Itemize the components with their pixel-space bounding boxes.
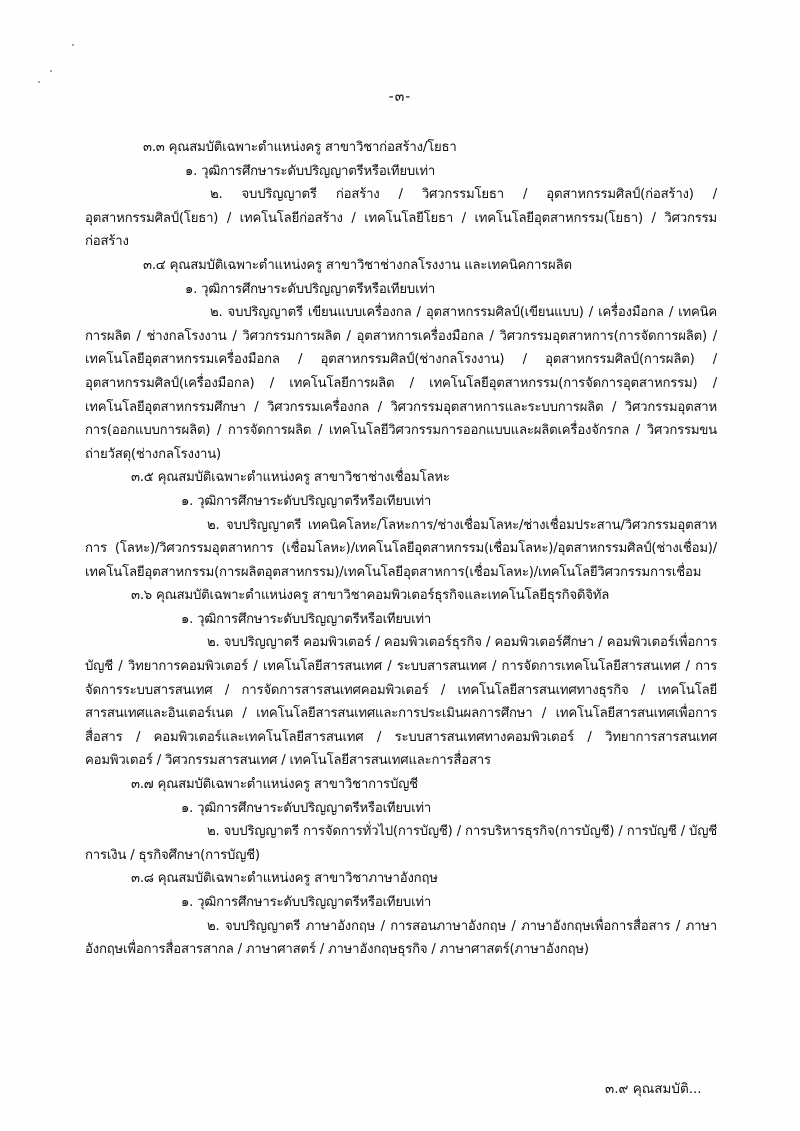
qualification-item-2: ๒. จบปริญญาตรี ภาษาอังกฤษ / การสอนภาษาอังกฤษ / ภาษาอังกฤษเพื่อการสื่อสาร / ภาษาอังกฤษเพื่อการสื่อสารสากล / ภาษาศาสตร์ / ภาษาอังกฤษธุรกิจ / ภาษาศาสตร์(ภาษาอังกฤษ) [85,918,717,958]
section-3-3 [85,136,717,254]
scan-speck [72,44,74,46]
document-body [85,136,717,962]
section-heading: ๓.๖ คุณสมบัติเฉพาะตำแหน่งครู สาขาวิชาคอมพิวเตอร์ธุรกิจและเทคโนโลยีธุรกิจดิจิทัล [131,588,610,604]
section-3-8 [85,867,717,961]
qualification-item-2: ๒. จบปริญญาตรี การจัดการทั่วไป(การบัญชี) / การบริหารธุรกิจ(การบัญชี) / การบัญชี / บัญชีการเงิน / ธุรกิจศึกษา(การบัญชี) [85,824,717,863]
section-3-6 [85,584,717,773]
continuation-note: ๓.๙ คุณสมบัติ... [605,1081,702,1097]
qualification-item-1: ๑. วุฒิการศึกษาระดับปริญญาตรีหรือเทียบเท่า [181,800,432,816]
qualification-item-1: ๑. วุฒิการศึกษาระดับปริญญาตรีหรือเทียบเท่า [181,493,432,509]
scan-speck [50,70,52,72]
qualification-item-2: ๒. จบปริญญาตรี ก่อสร้าง / วิศวกรรมโยธา / อุตสาหกรรมศิลป์(ก่อสร้าง) / อุตสาหกรรมศิลป์(โยธา) / เทคโนโลยีก่อสร้าง / เทคโนโลยีโยธา / เทคโนโลยีอุตสาหกรรม(โยธา) / วิศวกรรมก่อสร้าง [85,187,717,250]
section-3-5 [85,466,717,584]
section-3-7 [85,773,717,867]
section-heading: ๓.๓ คุณสมบัติเฉพาะตำแหน่งครู สาขาวิชาก่อสร้าง/โยธา [143,140,457,155]
qualification-item-1: ๑. วุฒิการศึกษาระดับปริญญาตรีหรือเทียบเท่า [181,895,432,910]
section-heading: ๓.๔ คุณสมบัติเฉพาะตำแหน่งครู สาขาวิชาช่างกลโรงงาน และเทคนิคการผลิต [143,257,572,273]
scan-speck [38,81,40,83]
qualification-item-2: ๒. จบปริญญาตรี เทคนิคโลหะ/โลหะการ/ช่างเชื่อมโลหะ/ช่างเชื่อมประสาน/วิศวกรรมอุตสาหการ (โลหะ)/วิศวกรรมอุตสาหการ (เชื่อมโลหะ)/เทคโนโลยีอุตสาหกรรม(เชื่อมโลหะ)/อุตสาหกรรมศิลป์(ช่างเชื่อม)/เทคโนโลยีอุตสาหกรรม(การผลิตอุตสาหกรรม)/เทคโนโลยีอุตสาหการ(เชื่อมโลหะ)/เทคโนโลยีวิศวกรรมการเชื่อม [85,517,717,580]
section-heading: ๓.๘ คุณสมบัติเฉพาะตำแหน่งครู สาขาวิชาภาษาอังกฤษ [131,871,438,887]
section-3-4 [85,254,717,466]
qualification-item-1: ๑. วุฒิการศึกษาระดับปริญญาตรีหรือเทียบเท่า [185,281,436,297]
page-number: -๓- [388,89,412,105]
section-heading: ๓.๕ คุณสมบัติเฉพาะตำแหน่งครู สาขาวิชาช่างเชื่อมโลหะ [131,470,450,486]
qualification-item-1: ๑. วุฒิการศึกษาระดับปริญญาตรีหรือเทียบเท่า [181,611,432,627]
qualification-item-2: ๒. จบปริญญาตรี คอมพิวเตอร์ / คอมพิวเตอร์ธุรกิจ / คอมพิวเตอร์ศึกษา / คอมพิวเตอร์เพื่อการบัญชี / วิทยาการคอมพิวเตอร์ / เทคโนโลยีสารสนเทศ / ระบบสารสนเทศ / การจัดการเทคโนโลยีสารสนเทศ / การจัดการระบบสารสนเทศ / การจัดการสารสนเทศคอมพิวเตอร์ / เทคโนโลยีสารสนเทศทางธุรกิจ / เทคโนโลยีสารสนเทศและอินเตอร์เนต / เทคโนโลยีสารสนเทศและการประเมินผลการศึกษา / เทคโนโลยีสารสนเทศเพื่อการสื่อสาร / คอมพิวเตอร์และเทคโนโลยีสารสนเทศ / ระบบสารสนเทศทางคอมพิวเตอร์ / วิทยาการสารสนเทศคอมพิวเตอร์ / วิศวกรรมสารสนเทศ / เทคโนโลยีสารสนเทศและการสื่อสาร [85,635,717,769]
qualification-item-2: ๒. จบปริญญาตรี เขียนแบบเครื่องกล / อุตสาหกรรมศิลป์(เขียนแบบ) / เครื่องมือกล / เทคนิคการผลิต / ช่างกลโรงงาน / วิศวกรรมการผลิต / อุตสาหการเครื่องมือกล / วิศวกรรมอุตสาหการ(การจัดการผลิต) / เทคโนโลยีอุตสาหกรรมเครื่องมือกล / อุตสาหกรรมศิลป์(ช่างกลโรงงาน) / อุตสาหกรรมศิลป์(การผลิต) / อุตสาหกรรมศิลป์(เครื่องมือกล) / เทคโนโลยีการผลิต / เทคโนโลยีอุตสาหกรรม(การจัดการอุตสาหกรรม) / เทคโนโลยีอุตสาหกรรมศึกษา / วิศวกรรมเครื่องกล / วิศวกรรมอุตสาหการและระบบการผลิต / วิศวกรรมอุตสาหการ(ออกแบบการผลิต) / การจัดการผลิต / เทคโนโลยีวิศวกรรมการออกแบบและผลิตเครื่องจักรกล / วิศวกรรมขนถ่ายวัสดุ(ช่างกลโรงงาน) [85,305,717,462]
qualification-item-1: ๑. วุฒิการศึกษาระดับปริญญาตรีหรือเทียบเท่า [185,163,436,179]
section-heading: ๓.๗ คุณสมบัติเฉพาะตำแหน่งครู สาขาวิชาการบัญชี [131,777,418,793]
